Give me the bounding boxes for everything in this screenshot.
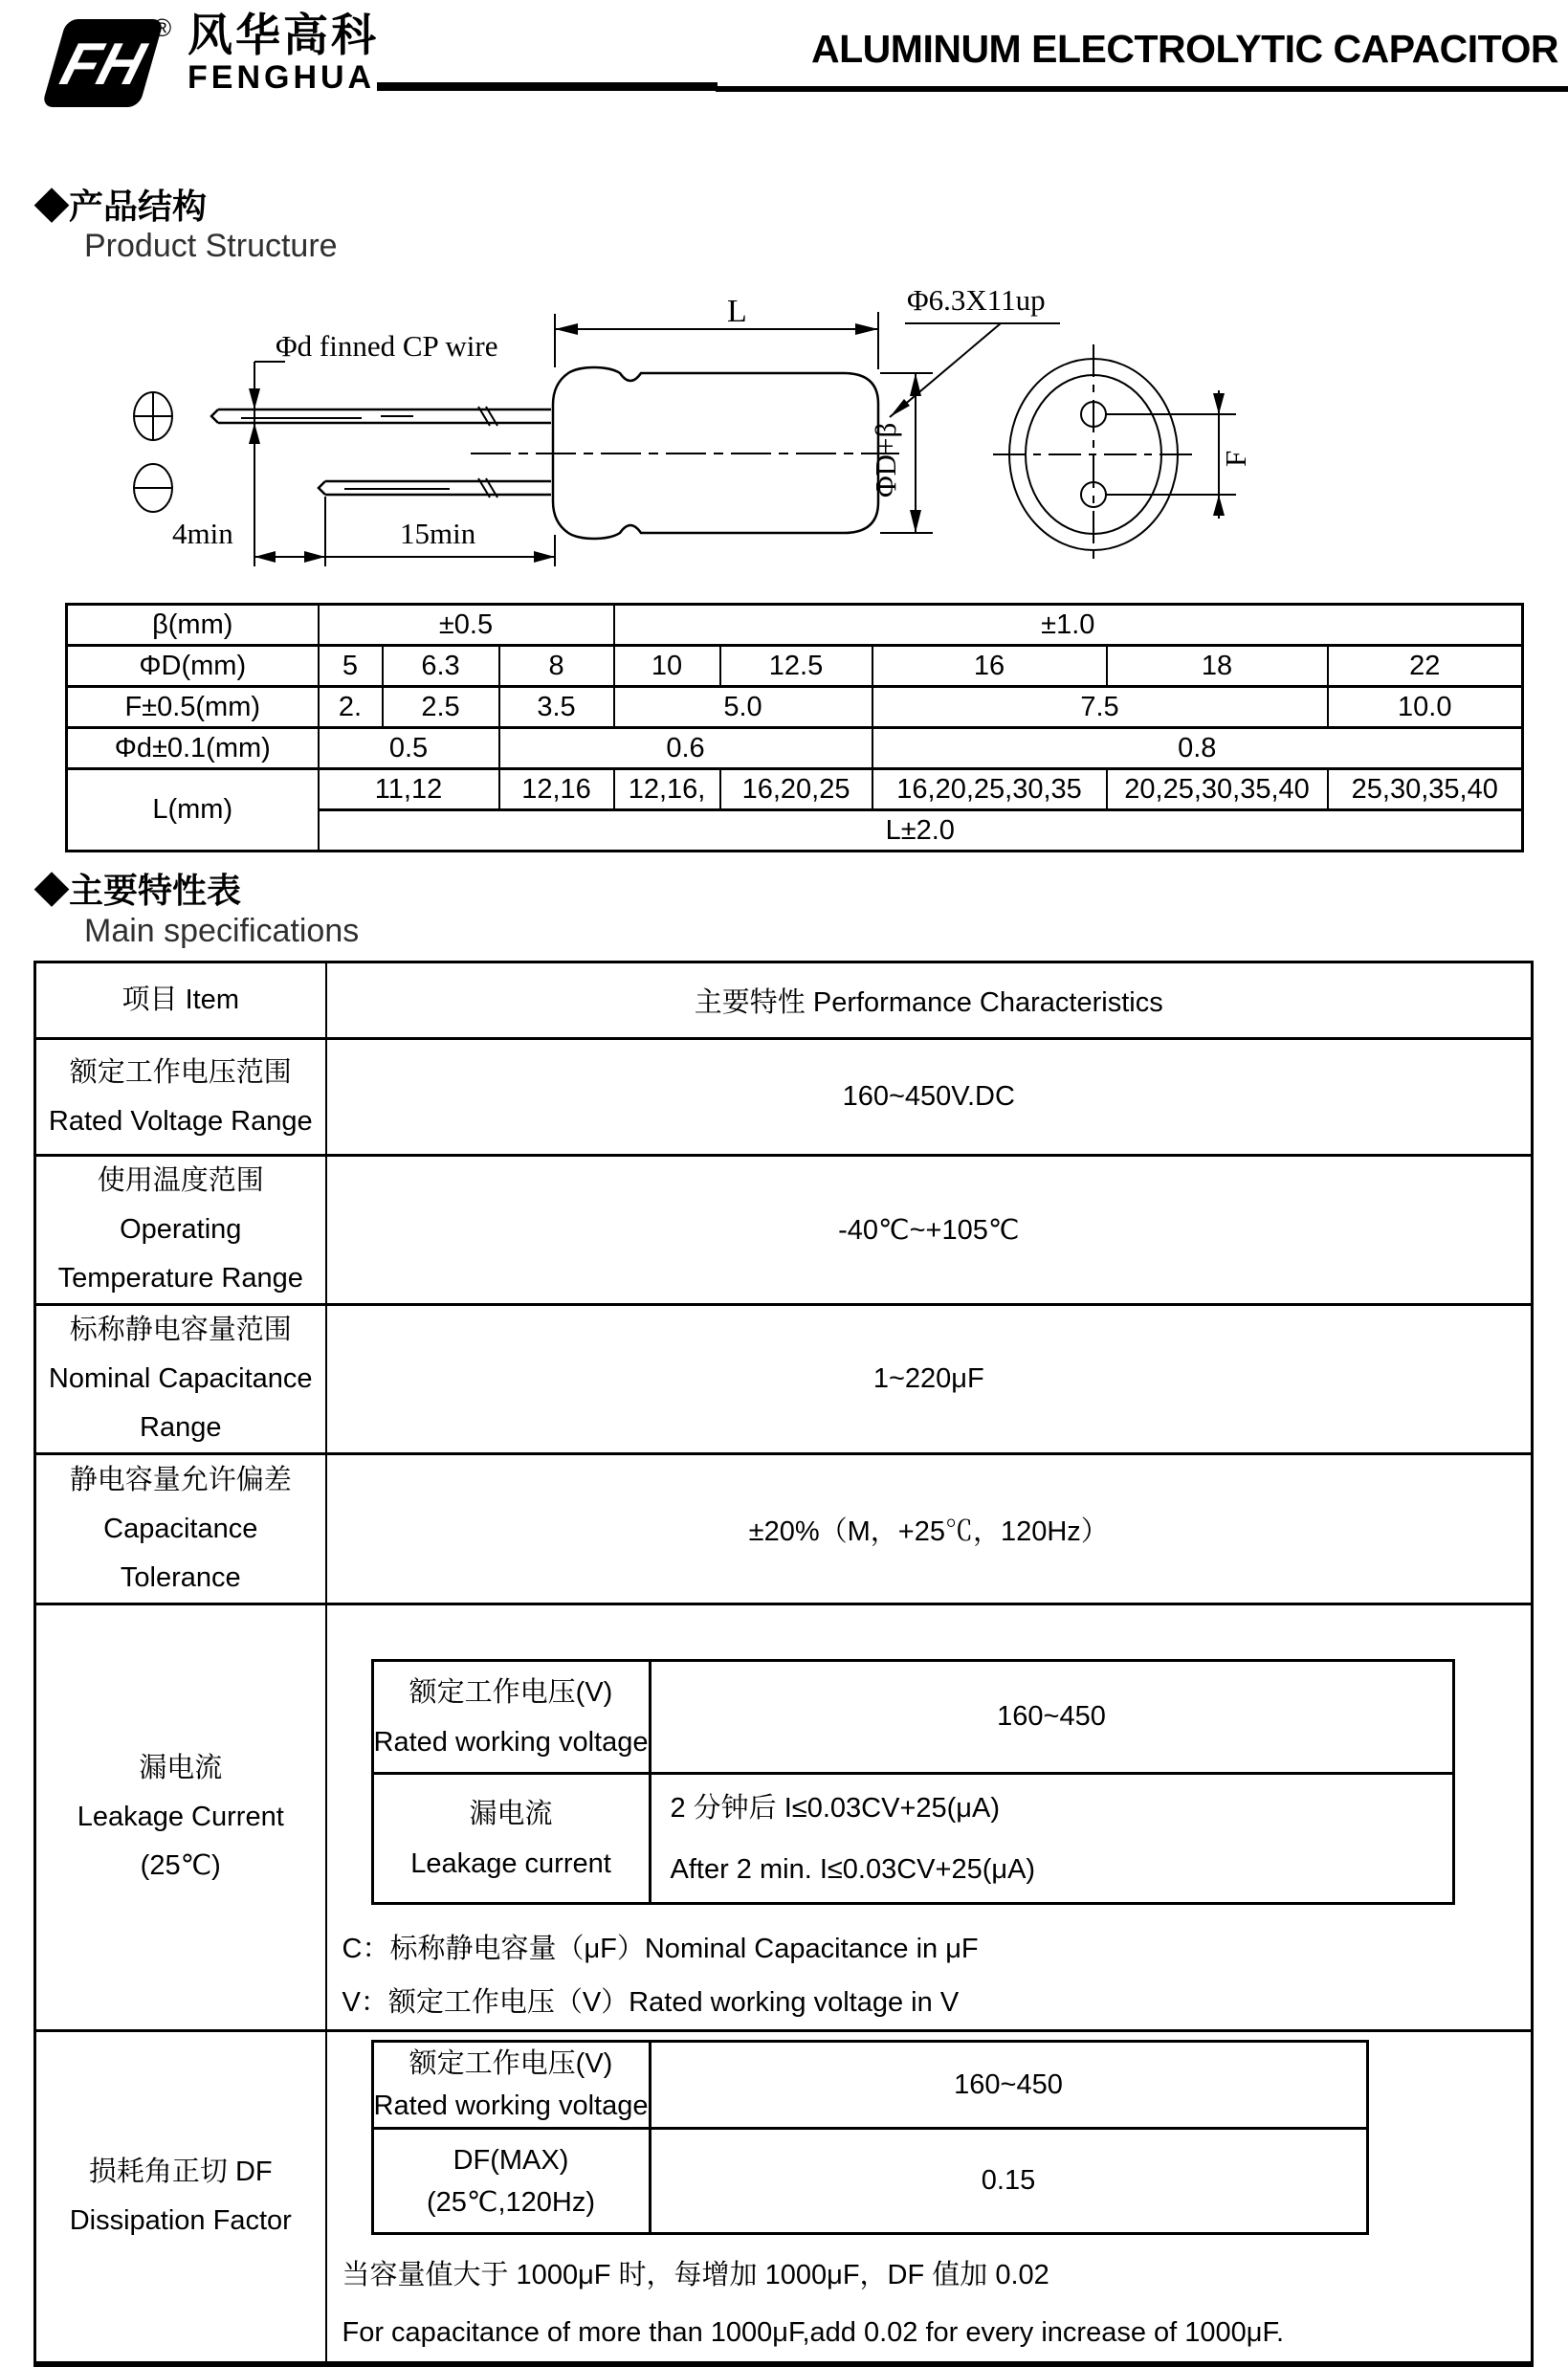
product-structure-heading-cn: ◆产品结构 — [34, 187, 208, 226]
registered-trademark-icon: ® — [153, 13, 172, 42]
tolerance-label-en1: Capacitance — [103, 1513, 258, 1544]
main-specs-heading-en: Main specifications — [84, 913, 360, 949]
table-row-beta — [67, 605, 1523, 646]
leakage-voltage-label-cn: 额定工作电压(V) — [409, 1676, 613, 1708]
f-row-label: F±0.5(mm) — [67, 687, 319, 728]
main-specs-heading-cn: ◆主要特性表 — [34, 871, 242, 910]
document-title: ALUMINUM ELECTROLYTIC CAPACITOR — [811, 27, 1558, 71]
lead-4min-label: 4min — [172, 517, 233, 550]
leakage-formula-cn: 2 分钟后 I≤0.03CV+25(μA) — [670, 1792, 1001, 1824]
df-label-en: Dissipation Factor — [69, 2205, 292, 2236]
length-row-label: L(mm) — [67, 769, 319, 852]
capacitance-range-label-en1: Nominal Capacitance — [48, 1363, 313, 1394]
diameter-value: 16 — [872, 646, 1107, 687]
df-note-en: For capacitance of more than 1000μF,add 0.02 for every increase of 1000μF. — [342, 2317, 1285, 2348]
leakage-voltage-value: 160~450 — [650, 1661, 1453, 1774]
column-header-characteristics: 主要特性 Performance Characteristics — [326, 962, 1533, 1039]
df-voltage-value: 160~450 — [650, 2042, 1367, 2129]
length-value: 20,25,30,35,40 — [1107, 769, 1328, 810]
length-dimension-label: L — [727, 294, 747, 329]
rated-voltage-label-en: Rated Voltage Range — [48, 1105, 313, 1137]
df-max-label: DF(MAX) — [453, 2144, 569, 2176]
lead-pitch-label: F — [1219, 450, 1252, 467]
leakage-voltage-label-en: Rated working voltage — [373, 1726, 649, 1758]
f-value: 10.0 — [1328, 687, 1523, 728]
tolerance-label-cn: 静电容量允许偏差 — [69, 1464, 292, 1495]
lead-wire-label: Φd finned CP wire — [276, 329, 498, 363]
diameter-value: 22 — [1328, 646, 1523, 687]
leakage-label-cn: 漏电流 — [139, 1753, 223, 1783]
length-value: 16,20,25 — [720, 769, 872, 810]
spec-row-tolerance — [35, 1454, 1533, 1604]
leakage-label-en: Leakage Current — [77, 1802, 284, 1832]
table-row-length — [67, 769, 1523, 810]
spec-row-capacitance-range — [35, 1305, 1533, 1454]
leakage-note-v: V：额定工作电压（V）Rated working voltage in V — [342, 1987, 960, 2018]
df-max-value: 0.15 — [650, 2129, 1367, 2234]
spec-header-row — [35, 962, 1533, 1039]
leakage-formula-en: After 2 min. I≤0.03CV+25(μA) — [670, 1853, 1036, 1885]
capacitance-range-label-cn: 标称静电容量范围 — [69, 1315, 292, 1345]
header-rule-right — [716, 86, 1568, 92]
leakage-limit-label-en: Leakage current — [410, 1847, 611, 1879]
dimensions-table — [65, 603, 1524, 852]
plus-terminal-icon — [134, 392, 172, 440]
leakage-label-condition: (25℃) — [140, 1850, 221, 1881]
header-rule-left — [377, 82, 718, 91]
leakage-voltage-row — [372, 1661, 1453, 1774]
length-value: 25,30,35,40 — [1328, 769, 1523, 810]
diameter-value: 12.5 — [720, 646, 872, 687]
lead-dia-value: 0.6 — [499, 728, 872, 769]
logo-chinese-name: 风华高科 — [188, 10, 379, 60]
leakage-inner-table — [371, 1659, 1455, 1905]
product-structure-heading-en: Product Structure — [84, 228, 338, 264]
length-tolerance: L±2.0 — [319, 810, 1523, 852]
spec-row-temperature — [35, 1156, 1533, 1305]
negative-lead-wire — [319, 478, 551, 498]
table-row-pitch-f — [67, 687, 1523, 728]
temperature-label-en1: Operating — [120, 1214, 242, 1245]
logo-latin-name: FENGHUA — [188, 59, 376, 97]
length-value: 12,16, — [614, 769, 720, 810]
table-row-lead-diameter — [67, 728, 1523, 769]
diameter-value: 18 — [1107, 646, 1328, 687]
beta-row-label: β(mm) — [67, 605, 319, 646]
beta-tolerance-small: ±0.5 — [319, 605, 614, 646]
f-value: 5.0 — [614, 687, 872, 728]
tolerance-value: ±20%（M，+25℃，120Hz） — [326, 1454, 1533, 1604]
beta-tolerance-large: ±1.0 — [614, 605, 1523, 646]
lead-15min-label: 15min — [400, 517, 476, 550]
capacitance-range-value: 1~220μF — [326, 1305, 1533, 1454]
length-dimension — [555, 312, 878, 369]
diameter-dimension-label: ΦD+β — [869, 422, 902, 498]
f-value: 3.5 — [499, 687, 614, 728]
df-inner-table — [371, 2040, 1369, 2235]
lead-diameter-dimension — [249, 362, 285, 566]
diameter-value: 5 — [319, 646, 383, 687]
logo-monogram: FH — [54, 32, 152, 98]
fenghua-logo-icon — [27, 11, 178, 111]
f-value: 2. — [319, 687, 383, 728]
leakage-limit-row — [372, 1774, 1453, 1904]
length-value: 12,16 — [499, 769, 614, 810]
df-note-cn: 当容量值大于 1000μF 时，每增加 1000μF，DF 值加 0.02 — [342, 2260, 1049, 2290]
table-row-diameter — [67, 646, 1523, 687]
spec-row-rated-voltage — [35, 1039, 1533, 1156]
diameter-row-label: ΦD(mm) — [67, 646, 319, 687]
diameter-value: 10 — [614, 646, 720, 687]
fenghua-logo — [27, 11, 379, 111]
df-label-cn: 损耗角正切 DF — [88, 2157, 273, 2187]
df-max-condition: (25℃,120Hz) — [426, 2186, 596, 2218]
leakage-limit-label-cn: 漏电流 — [469, 1798, 553, 1829]
length-value: 11,12 — [319, 769, 499, 810]
capacitance-range-label-en2: Range — [140, 1412, 222, 1443]
capacitor-end-view — [993, 344, 1196, 566]
tolerance-label-en2: Tolerance — [120, 1561, 241, 1593]
f-value: 2.5 — [383, 687, 499, 728]
df-voltage-label-en: Rated working voltage — [373, 2090, 649, 2121]
positive-lead-wire — [211, 407, 551, 426]
temperature-value: -40℃~+105℃ — [326, 1156, 1533, 1305]
spec-row-dissipation-factor — [35, 2031, 1533, 2365]
diameter-value: 6.3 — [383, 646, 499, 687]
df-voltage-label-cn: 额定工作电压(V) — [409, 2048, 613, 2079]
minus-terminal-icon — [134, 464, 172, 512]
column-header-item: 项目 Item — [35, 962, 326, 1039]
main-specifications-table — [33, 961, 1534, 2367]
temperature-label-cn: 使用温度范围 — [97, 1165, 264, 1196]
df-max-row — [372, 2129, 1367, 2234]
diameter-value: 8 — [499, 646, 614, 687]
case-size-label: Φ6.3X11up — [907, 283, 1046, 317]
capacitor-outline-drawing — [0, 268, 1568, 593]
lead-dia-value: 0.8 — [872, 728, 1523, 769]
temperature-label-en2: Temperature Range — [57, 1263, 303, 1294]
lead-dia-value: 0.5 — [319, 728, 499, 769]
rated-voltage-label-cn: 额定工作电压范围 — [69, 1056, 292, 1088]
f-value: 7.5 — [872, 687, 1328, 728]
leakage-note-c: C：标称静电容量（μF）Nominal Capacitance in μF — [342, 1934, 979, 1964]
df-voltage-row — [372, 2042, 1367, 2129]
length-value: 16,20,25,30,35 — [872, 769, 1107, 810]
spec-row-leakage-current — [35, 1604, 1533, 2031]
rated-voltage-value: 160~450V.DC — [326, 1039, 1533, 1156]
lead-dia-row-label: Φd±0.1(mm) — [67, 728, 319, 769]
